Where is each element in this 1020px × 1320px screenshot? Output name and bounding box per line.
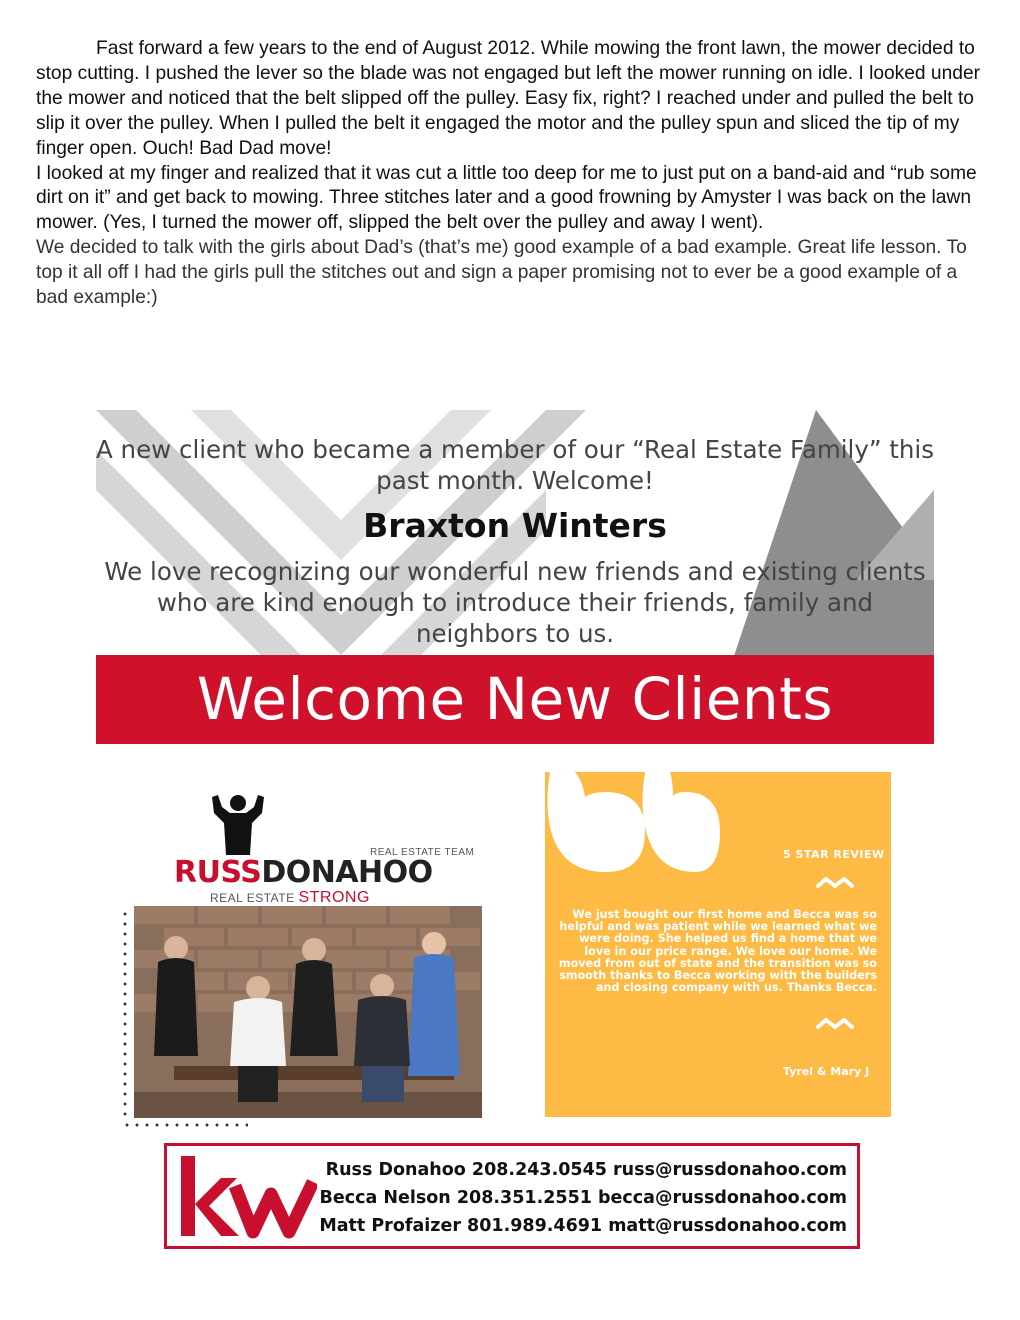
banner-description: We love recognizing our wonderful new friends and existing clients who are kind enough to introduce their friends, family and neighbors to us. xyxy=(104,557,926,648)
review-author: Tyrel & Mary J xyxy=(783,1065,870,1078)
logo-wordmark xyxy=(174,855,433,890)
zigzag-bottom-icon xyxy=(816,1017,854,1029)
story-paragraph-1: Fast forward a few years to the end of August 2012. While mowing the front lawn, the mower decided to stop cutting. I pushed the lever so the blade was not engaged but left the mower running on idle. I looked under the mower and noticed that the belt slipped off the pulley. Easy fix, right? I reached under and pulled the belt to slip it over the pulley. When I pulled the belt it engaged the motor and the pulley spun and sliced the tip of my finger open. Ouch! Bad Dad move! xyxy=(36,38,981,159)
client-name: Braxton Winters xyxy=(363,506,667,545)
story-paragraph-2: I looked at my finger and realized that it was cut a little too deep for me to just put on a band-aid and “rub some dirt on it” and get back to mowing. Three stitches later and a good frowning by Amyster I was back on the lawn mower. (Yes, I turned the mower off, slipped the belt over the pulley and away I went). xyxy=(36,162,977,234)
contact-line-becca: Becca Nelson 208.351.2551 becca@russdonahoo.com xyxy=(319,1188,847,1208)
review-card xyxy=(545,772,891,1117)
logo-tagline-bottom xyxy=(210,889,370,907)
story-paragraph-3: We decided to talk with the girls about Dad’s (that’s me) good example of a bad example. Great life lesson. To top it all off I had the girls pull the stitches out and sign a paper promising not to ever be a good example of a bad example:) xyxy=(36,237,967,309)
welcome-banner xyxy=(96,410,934,744)
banner-title: Welcome New Clients xyxy=(196,665,834,733)
contact-line-matt: Matt Profaizer 801.989.4691 matt@russdonahoo.com xyxy=(319,1216,847,1236)
logo-word-dark: DONAHOO xyxy=(261,855,433,890)
contact-line-russ: Russ Donahoo 208.243.0545 russ@russdonahoo.com xyxy=(325,1160,847,1180)
kw-logo xyxy=(177,1152,317,1240)
contact-lines xyxy=(319,1156,847,1240)
logo-tagline-prefix: REAL ESTATE xyxy=(210,891,295,905)
zigzag-top-icon xyxy=(816,876,854,888)
team-photo xyxy=(134,906,482,1118)
review-text: We just bought our first home and Becca was so helpful and was patient while we learned what we were doing. She helped us find a home that we love in our price range. We love our home. We moved from out of state and the transition was so smooth thanks to Becca working with the builders and closing company with us. Thanks Becca. xyxy=(558,908,877,995)
logo-tagline-top: REAL ESTATE TEAM xyxy=(370,847,475,858)
banner-intro: A new client who became a member of our “Real Estate Family” this past month. Welcome! xyxy=(96,435,934,495)
contact-box xyxy=(164,1143,860,1249)
dotted-border-horizontal xyxy=(122,1121,248,1129)
team-block xyxy=(118,785,488,1133)
dotted-border-vertical xyxy=(122,909,128,1119)
logo-word-red: RUSS xyxy=(174,855,262,890)
story-text xyxy=(36,37,992,311)
flexing-figure-icon xyxy=(202,793,274,855)
review-heading: 5 STAR REVIEW xyxy=(783,848,885,861)
quote-mark-icon xyxy=(545,772,745,882)
logo-tagline-strong: STRONG xyxy=(298,889,370,906)
